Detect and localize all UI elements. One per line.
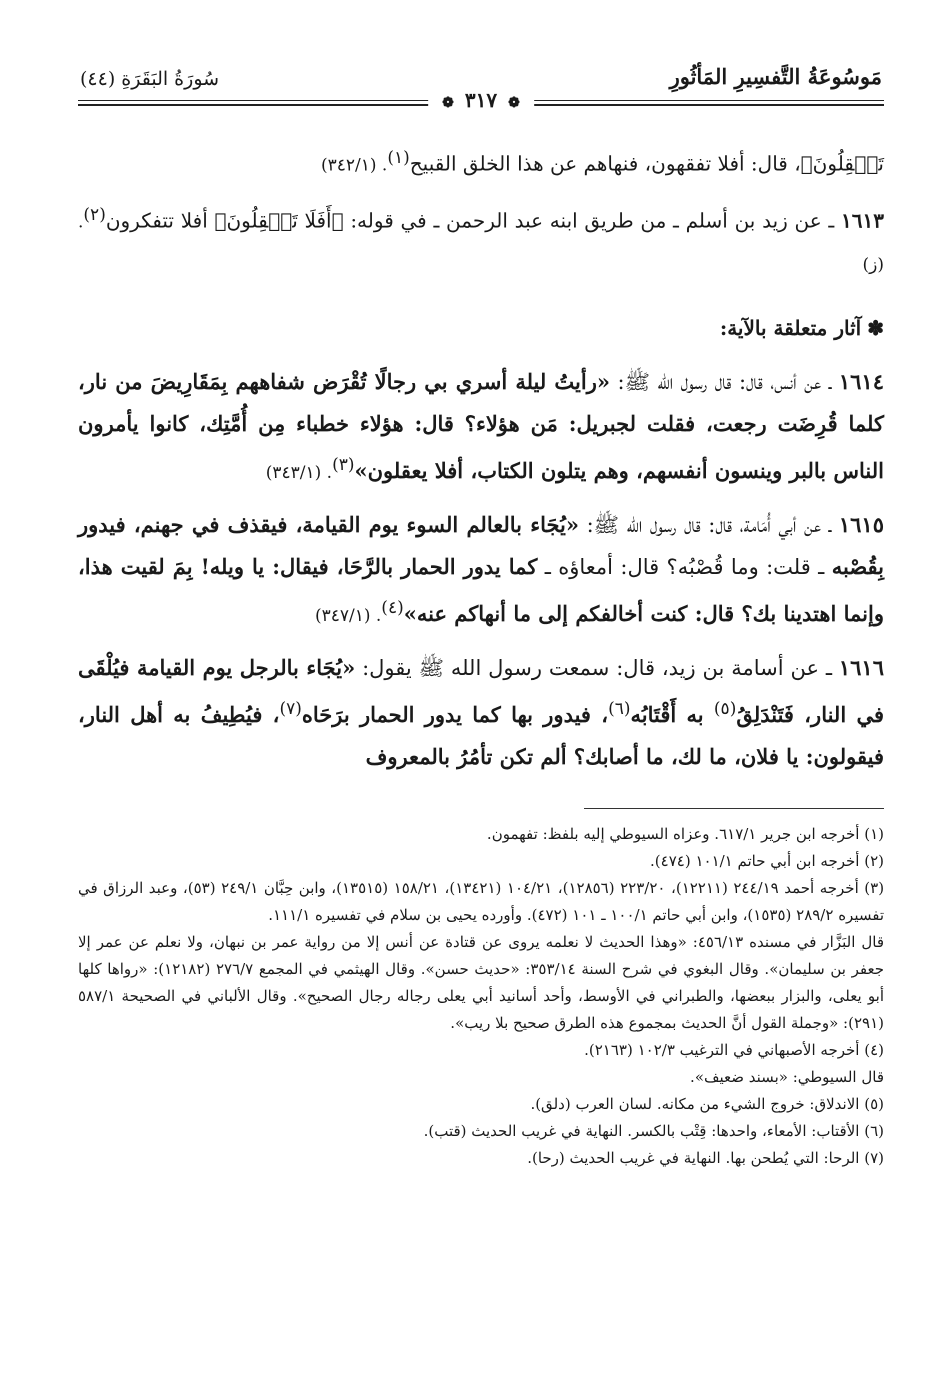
entry-number: ١٦١٥ <box>838 512 884 538</box>
paragraph-1614 <box>78 361 884 494</box>
footnote: (٧) الرحا: التي يُطحن بها. النهاية في غريب الحديث (رحا). <box>527 1149 884 1168</box>
hadith-text: «رأيتُ ليلة أسري بي رجالًا تُقْرَض شفاههم بِمَقَارِيضَ من نار، كلما قُرِضَت رجعت، فقلت لجبريل: مَن هؤلاء؟ قال: هؤلاء خطباء مِن أُمَّتِك، كانوا يأمرون الناس بالبر وينسون أنفسهم، وهم يتلون الكتاب، أفلا يعقلون» <box>78 369 884 484</box>
section-title: آثار متعلقة بالآية: <box>719 316 862 341</box>
footnotes <box>78 821 884 1172</box>
flower-icon: ✽ <box>867 316 884 341</box>
page-number-box <box>428 88 534 112</box>
entry-number: ١٦١٤ <box>838 369 884 395</box>
hadith-text: «يُجَاء بالعالم السوء يوم القيامة، فيقذف في جهنم، فيدور بِقُصْبه <box>78 512 884 580</box>
footnote: قال السيوطي: «بسند ضعيف». <box>690 1068 884 1087</box>
footnote-marker: (٤) <box>381 598 404 619</box>
main-text <box>78 138 884 778</box>
paragraph-1615 <box>78 504 884 637</box>
text-run: ـ قلت: وما قُصْبُه؟ قال: أمعاؤه ـ <box>537 555 832 580</box>
ornament-icon: ❁ <box>442 95 454 111</box>
hadith-text: ، فيدور بها كما يدور الحمار برَحَاه <box>301 702 609 728</box>
footnote: (٢) أخرجه ابن أبي حاتم ١٠١/١ (٤٧٤). <box>650 852 884 871</box>
continuation-paragraph <box>78 138 884 187</box>
hadith-text: «يُجَاء بالرجل يوم القيامة فيُلْقَى في النار، فَتَنْدَلِقُ <box>78 655 885 728</box>
reference: . (٣٤٧/١) <box>314 606 382 627</box>
paragraph-1616 <box>78 647 884 778</box>
book-title: مَوسُوعَةُ التَّفسِيرِ المَأثُورِ <box>669 64 882 89</box>
footnote-marker: (٦) <box>608 699 631 720</box>
footnote: (٦) الأقتاب: الأمعاء، واحدها: قِتْب بالكسر. النهاية في غريب الحديث (قتب). <box>423 1122 884 1141</box>
footnote: (٤) أخرجه الأصبهاني في الترغيب ١٠٢/٣ (٢١٦٣). <box>584 1041 884 1060</box>
hadith-text: ، فيُطِيفُ به أهل النار، فيقولون: يا فلان، ما لك، ما أصابك؟ ألم تكن تأمُرُ بالمعروف <box>78 702 884 770</box>
footnote: (١) أخرجه ابن جرير ٦١٧/١. وعزاه السيوطي إليه بلفظ: تفهمون. <box>486 825 884 844</box>
text-run: ـ عن أسامة بن زيد، قال: سمعت رسول الله ﷺ يقول: <box>355 656 839 681</box>
footnote: (٣) أخرجه أحمد ٢٤٤/١٩ (١٢٢١١)، ٢٢٣/٢٠ (١٢٨٥٦)، ١٠٤/٢١ (١٣٤٢١)، ١٥٨/٢١ (١٣٥١٥)، وابن حِبَّان ٢٤٩/١ (٥٣)، وعبد الرزاق في تفسيره ٢٨٩/٢ (١٥٣٥)، وابن أبي حاتم ١٠٠/١ ـ ١٠١ (٤٧٢). وأورده يحيى بن سلام في تفسيره ١١١/١. <box>78 879 885 925</box>
text-run: تَعۡقِلُونَ﴾، قال: أفلا تفقهون، فنهاهم عن هذا الخلق القبيح <box>409 151 884 176</box>
reference: . (٣٤٣/١) <box>265 463 333 484</box>
hadith-text: به أَقْتَابُه <box>630 702 714 728</box>
footnote-marker: (٢) <box>83 204 106 225</box>
paragraph-1613 <box>78 195 884 287</box>
footnote: قال البَزَّار في مسنده ٤٥٦/١٣: «وهذا الحديث لا نعلمه يروى عن قتادة عن أنس إلا من رواية عمر بن نبهان، ولا نعلم عن عمر إلا جعفر بن سليمان». وقال البغوي في شرح السنة ٣٥٣/١٤: «حديث حسن». وقال الهيثمي في المجمع ٢٧٦/٧ (١٢١٨٢): «رواها كلها أبو يعلى، والبزار ببعضها، والطبراني في الأوسط، وأحد أسانيد أبي يعلى رجاله رجال الصحيح». وقال الألباني في الصحيحة ٥٨٧/١ (٢٩١): «وجملة القول أنَّ الحديث بمجموع هذه الطرق صحيح بلا ريب». <box>78 933 884 1033</box>
ornament-icon: ❁ <box>508 95 520 111</box>
footnote: (٥) الاندلاق: خروج الشيء من مكانه. لسان العرب (دلق). <box>530 1095 884 1114</box>
footnote-marker: (٣) <box>332 455 355 476</box>
footnote-marker: (٥) <box>713 699 737 720</box>
surah-label: سُورَةُ البَقَرَةِ (٤٤) <box>80 68 220 90</box>
reference: . (٣٤٢/١) <box>320 155 388 176</box>
entry-number: ١٦١٦ <box>838 655 884 681</box>
page-header <box>78 62 884 112</box>
text-run: ـ عن أبي أُمَامة، قال: قال رسول الله ﷺ: <box>579 513 839 538</box>
footnote-marker: (٧) <box>279 699 302 720</box>
page <box>78 62 884 1342</box>
footnote-marker: (١) <box>387 148 410 168</box>
hadith-text: كما يدور الحمار بالرَّحَا، فيقال: يا ويله! بِمَ لقيت هذا، وإنما اهتدينا بك؟ قال: كنت أخالفكم إلى ما أنهاكم عنه» <box>78 554 884 627</box>
reference: . (ز) <box>78 212 884 276</box>
entry-number: ١٦١٣ <box>841 208 884 233</box>
page-number: ٣١٧ <box>464 88 498 112</box>
footnote-separator <box>584 808 884 809</box>
section-heading <box>78 308 884 349</box>
text-run: ـ عن أنس، قال: قال رسول الله ﷺ: <box>610 370 839 395</box>
text-run: ـ عن زيد بن أسلم ـ من طريق ابنه عبد الرحمن ـ في قوله: ﴿أَفَلَا تَعۡقِلُونَ﴾ أفلا تتفكرون <box>105 208 842 233</box>
